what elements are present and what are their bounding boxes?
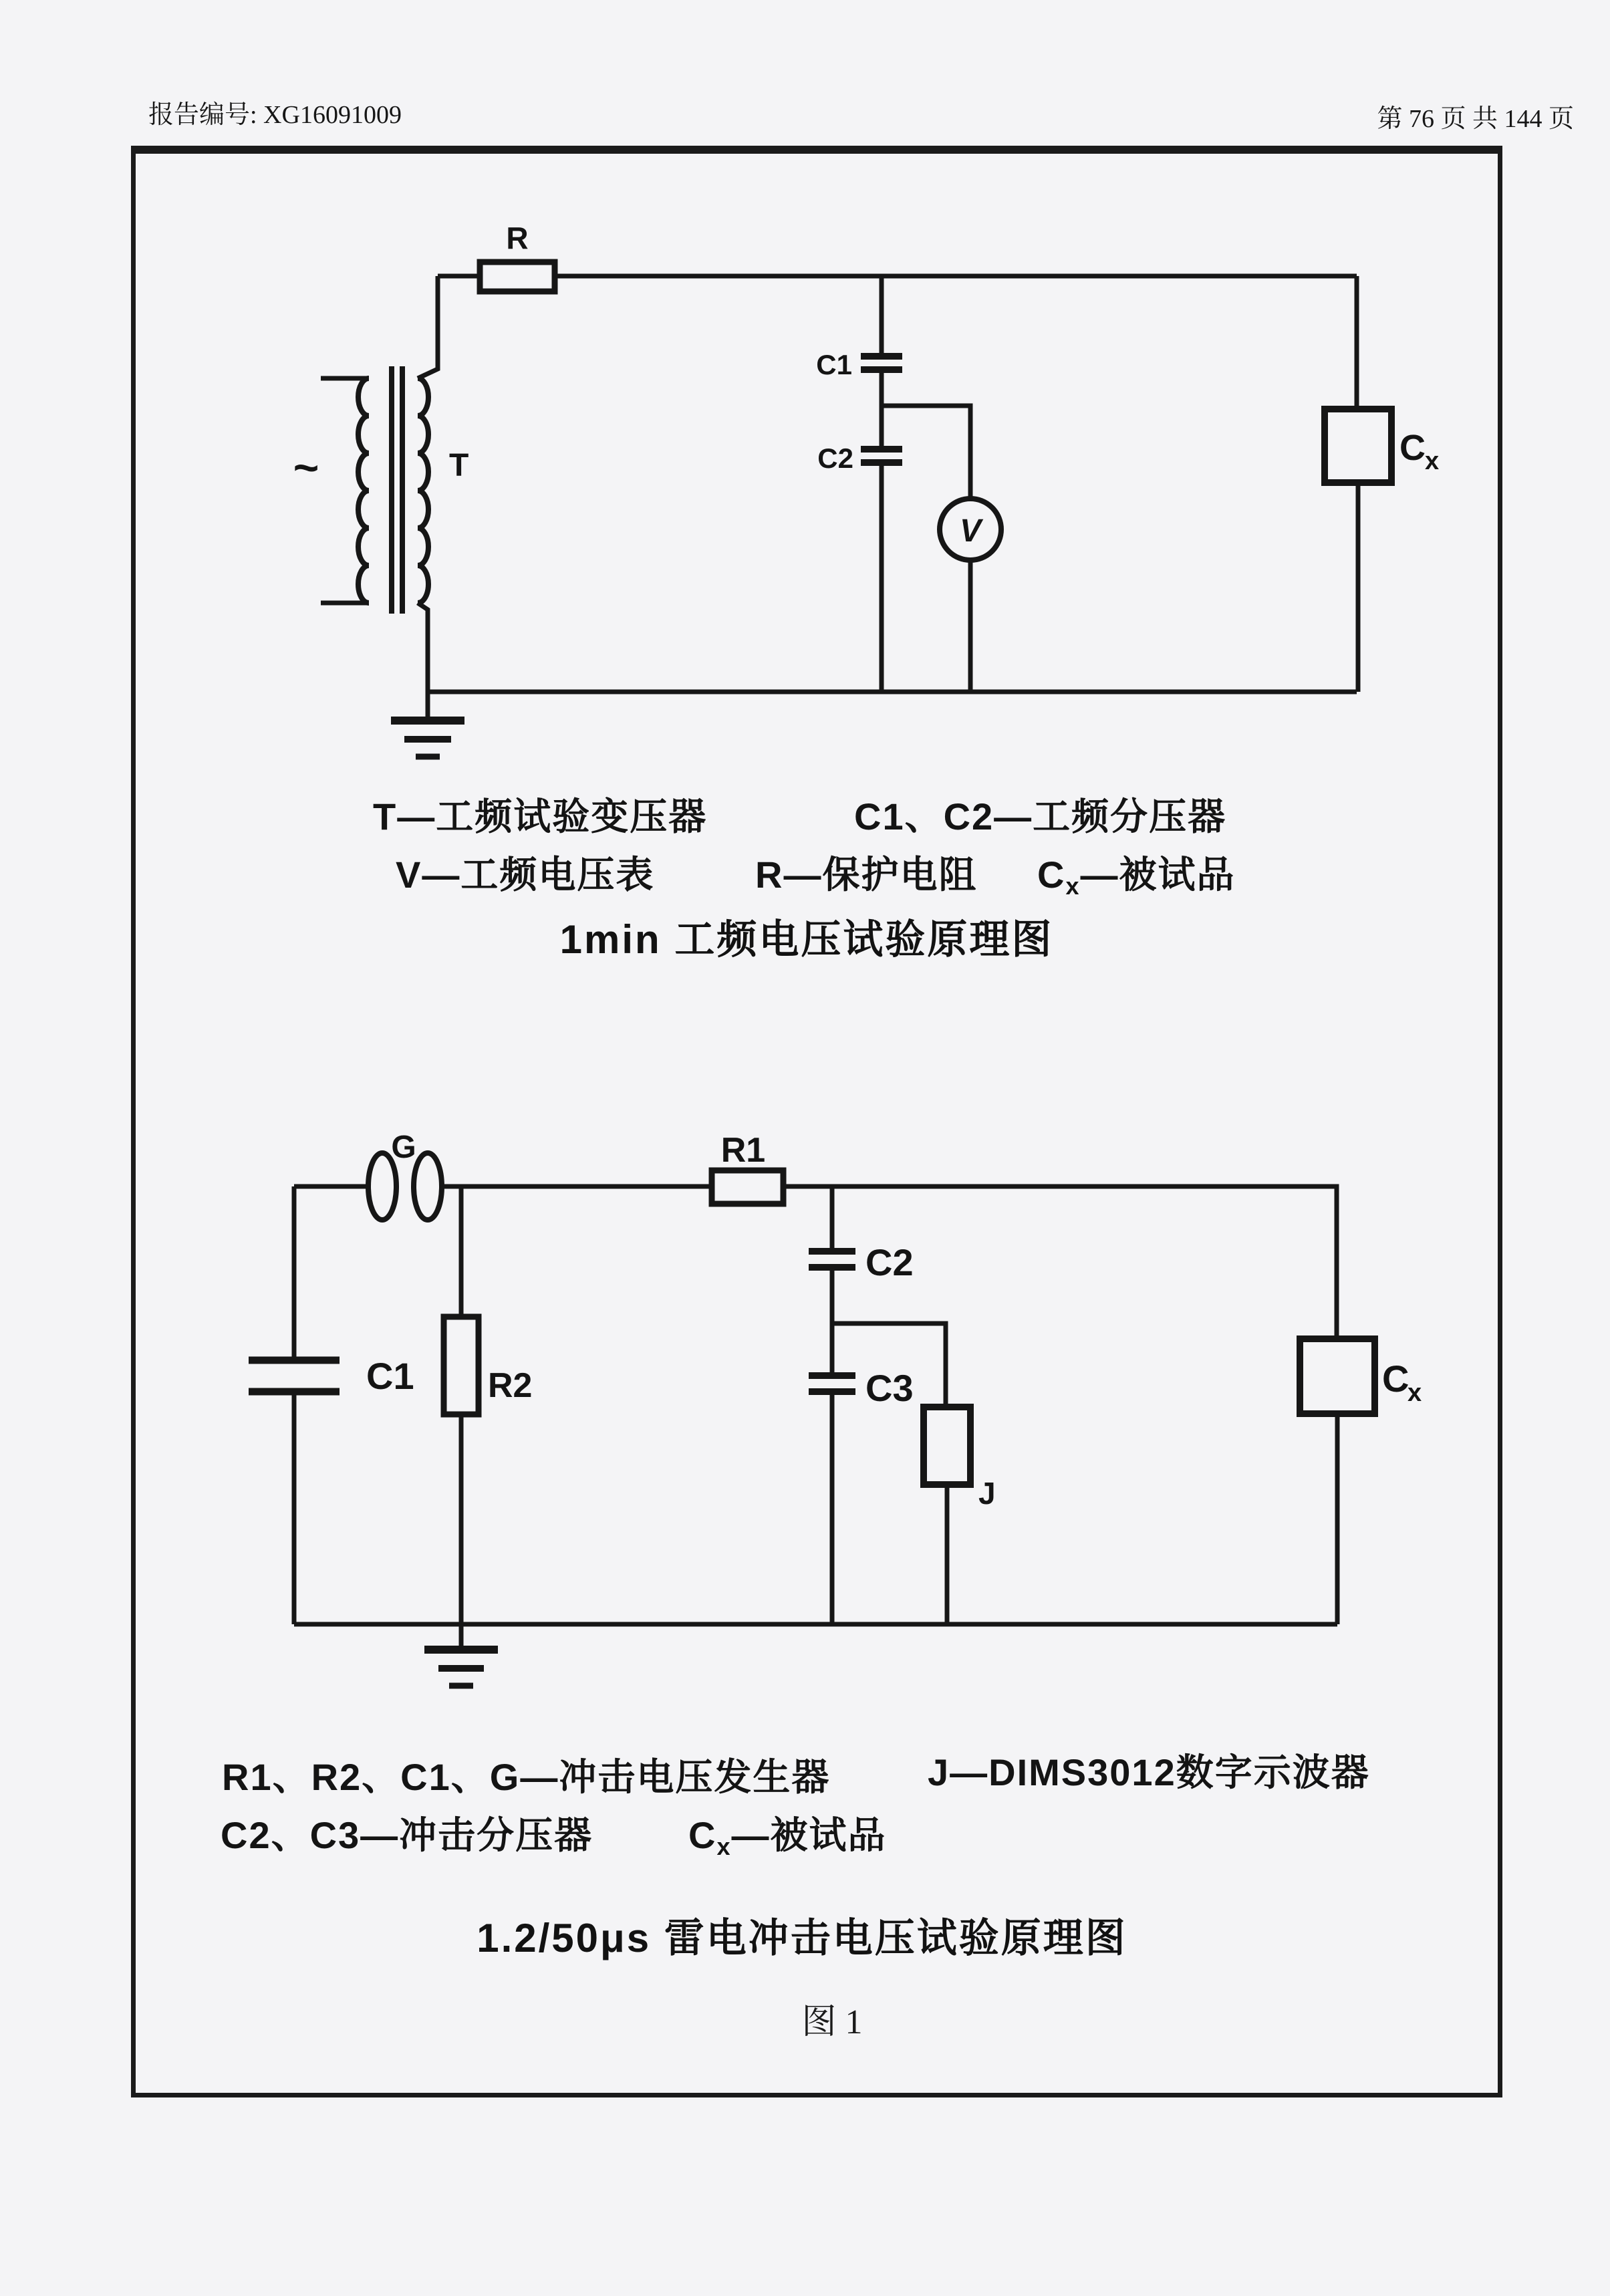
circuit1-schematic <box>293 221 1439 757</box>
c1-legend-voltmeter: V—工频电压表 <box>396 854 655 896</box>
oscilloscope-j-box <box>924 1407 970 1485</box>
spark-gap-sphere-right <box>414 1153 442 1220</box>
cap-c3-label: C3 <box>865 1367 914 1409</box>
resistor-r2-label: R2 <box>488 1366 533 1405</box>
ac-source-symbol: ~ <box>293 442 319 492</box>
resistor-r-label: R <box>506 221 529 255</box>
cap-c2-label: C2 <box>817 442 853 474</box>
test-object-cx-subscript: x <box>1425 447 1440 475</box>
c1-legend-resistor: R—保护电阻 <box>755 854 978 896</box>
test-object-cx-box <box>1325 409 1391 483</box>
circuit2-schematic <box>249 1130 1422 1686</box>
cap-c1-label: C1 <box>816 349 852 380</box>
figure-caption: 图 1 <box>801 2003 863 2041</box>
voltmeter-v-label: V <box>959 513 982 549</box>
spark-gap-g-label: G <box>391 1130 416 1165</box>
test-object-cx2-box <box>1300 1339 1375 1414</box>
transformer-secondary-winding <box>418 378 428 603</box>
c1-legend-transformer: T—工频试验变压器 <box>373 795 708 838</box>
c2-legend-test-object-sub: x <box>716 1833 732 1860</box>
transformer-primary-winding <box>358 378 369 603</box>
test-object-cx2-label: C <box>1382 1358 1410 1400</box>
oscilloscope-j-label: J <box>978 1476 996 1511</box>
resistor-r-box <box>480 262 555 291</box>
c2-legend-oscilloscope: J—DIMS3012数字示波器 <box>928 1751 1370 1793</box>
resistor-r2-box <box>444 1317 479 1414</box>
cap-c1b-label: C1 <box>366 1355 414 1397</box>
c1-legend-test-object-main: C <box>1037 854 1066 896</box>
cap-c2b-label: C2 <box>865 1241 914 1283</box>
resistor-r1-label: R1 <box>720 1131 766 1170</box>
test-object-cx2-subscript: x <box>1407 1379 1422 1407</box>
transformer-hv-lead-top <box>418 276 438 378</box>
c1-legend-test-object-rest: —被试品 <box>1080 854 1236 896</box>
c1-legend-test-object-sub: x <box>1065 872 1081 900</box>
c1-legend-divider-caps: C1、C2—工频分压器 <box>854 795 1227 838</box>
c2-legend-test-object <box>688 1806 886 1861</box>
c2-legend-divider-caps: C2、C3—冲击分压器 <box>221 1814 593 1856</box>
circuit1-title: 1min 工频电压试验原理图 <box>559 917 1054 962</box>
transformer-lead-to-ground <box>418 603 428 692</box>
c2-legend-test-object-rest: —被试品 <box>731 1814 887 1856</box>
ground-symbol-1 <box>391 721 464 757</box>
ground-symbol-2 <box>424 1650 498 1686</box>
circuit2-title: 1.2/50μs 雷电冲击电压试验原理图 <box>477 1916 1127 1960</box>
transformer-t-label: T <box>449 448 469 483</box>
c1-legend-test-object <box>1037 846 1235 900</box>
c2-legend-generator: R1、R2、C1、G—冲击电压发生器 <box>222 1756 831 1798</box>
test-object-cx-label: C <box>1399 428 1426 468</box>
c2-legend-test-object-main: C <box>688 1814 717 1856</box>
report-number: 报告编号: XG16091009 <box>148 101 402 129</box>
resistor-r1-box <box>712 1170 783 1204</box>
page-indicator: 第 76 页 共 144 页 <box>1377 105 1574 133</box>
